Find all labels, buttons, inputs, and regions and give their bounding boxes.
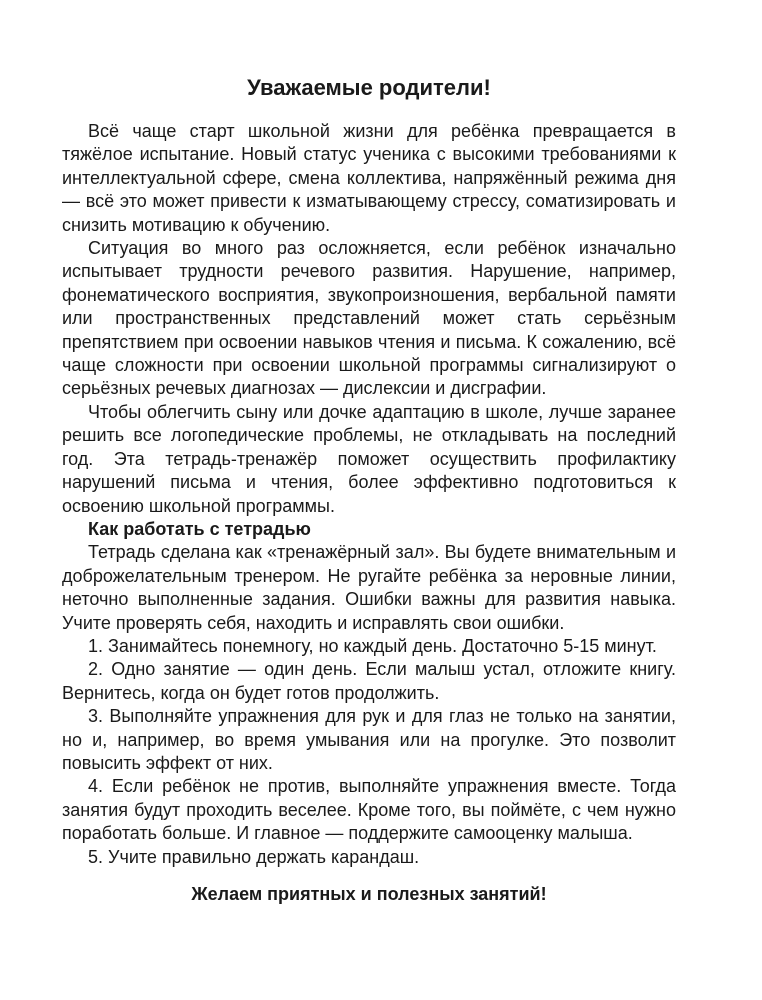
intro-paragraph-3: Чтобы облегчить сыну или дочке адаптацию в школе, лучше заранее решить все логопедические проблемы, не откладывать на последний год. Эта тетрадь-тренажёр поможет осуществить профилактику нарушений письма и чтения, более эффективно подготовиться к освоению школьной программы. xyxy=(62,401,676,516)
tip-item: 4. Если ребёнок не против, выполняйте упражнения вместе. Тогда занятия будут проходить веселее. Кроме того, вы поймёте, с чем нужно поработать больше. И главное — поддержите самооценку малыша. xyxy=(62,776,676,844)
section-heading: Как работать с тетрадью xyxy=(88,518,311,539)
page-title: Уважаемые родители! xyxy=(247,75,491,100)
tip-item: 2. Одно занятие — один день. Если малыш устал, отложите книгу. Вернитесь, когда он будет готов продолжить. xyxy=(62,659,676,703)
section-paragraph: Тетрадь сделана как «тренажёрный зал». Вы будете внимательным и доброжелательным тренером. Не ругайте ребёнка за неровные линии, неточно выполненные задания. Ошибки важны для развития навыка. Учите проверять себя, находить и исправлять свои ошибки. xyxy=(62,542,676,633)
closing-line: Желаем приятных и полезных занятий! xyxy=(191,884,547,904)
intro-paragraph-2: Ситуация во много раз осложняется, если ребёнок изначально испытывает трудности речевого развития. Нарушение, например, фонематического восприятия, звукопроизношения, вербальной памяти или пространственных представлений может стать серьёзным препятствием при освоении навыков чтения и письма. К сожалению, всё чаще сложности при освоении школьной программы сигнализируют о серьёзных речевых диагнозах — дислексии и дисграфии. xyxy=(62,238,676,399)
document-page xyxy=(62,0,676,1000)
intro-paragraph-1: Всё чаще старт школьной жизни для ребёнка превращается в тяжёлое испытание. Новый статус ученика с высокими требованиями к интеллектуальной сфере, смена коллектива, напряжённый режима дня — всё это может привести к изматывающему стрессу, соматизировать и снизить мотивацию к обучению. xyxy=(62,121,676,235)
tip-item: 5. Учите правильно держать карандаш. xyxy=(88,846,420,867)
tip-item: 1. Занимайтесь понемногу, но каждый день. Достаточно 5-15 минут. xyxy=(88,635,657,656)
tip-item: 3. Выполняйте упражнения для рук и для глаз не только на занятии, но и, например, во время умывания или на прогулке. Это позволит повысить эффект от них. xyxy=(62,706,676,773)
body-text xyxy=(62,120,676,869)
